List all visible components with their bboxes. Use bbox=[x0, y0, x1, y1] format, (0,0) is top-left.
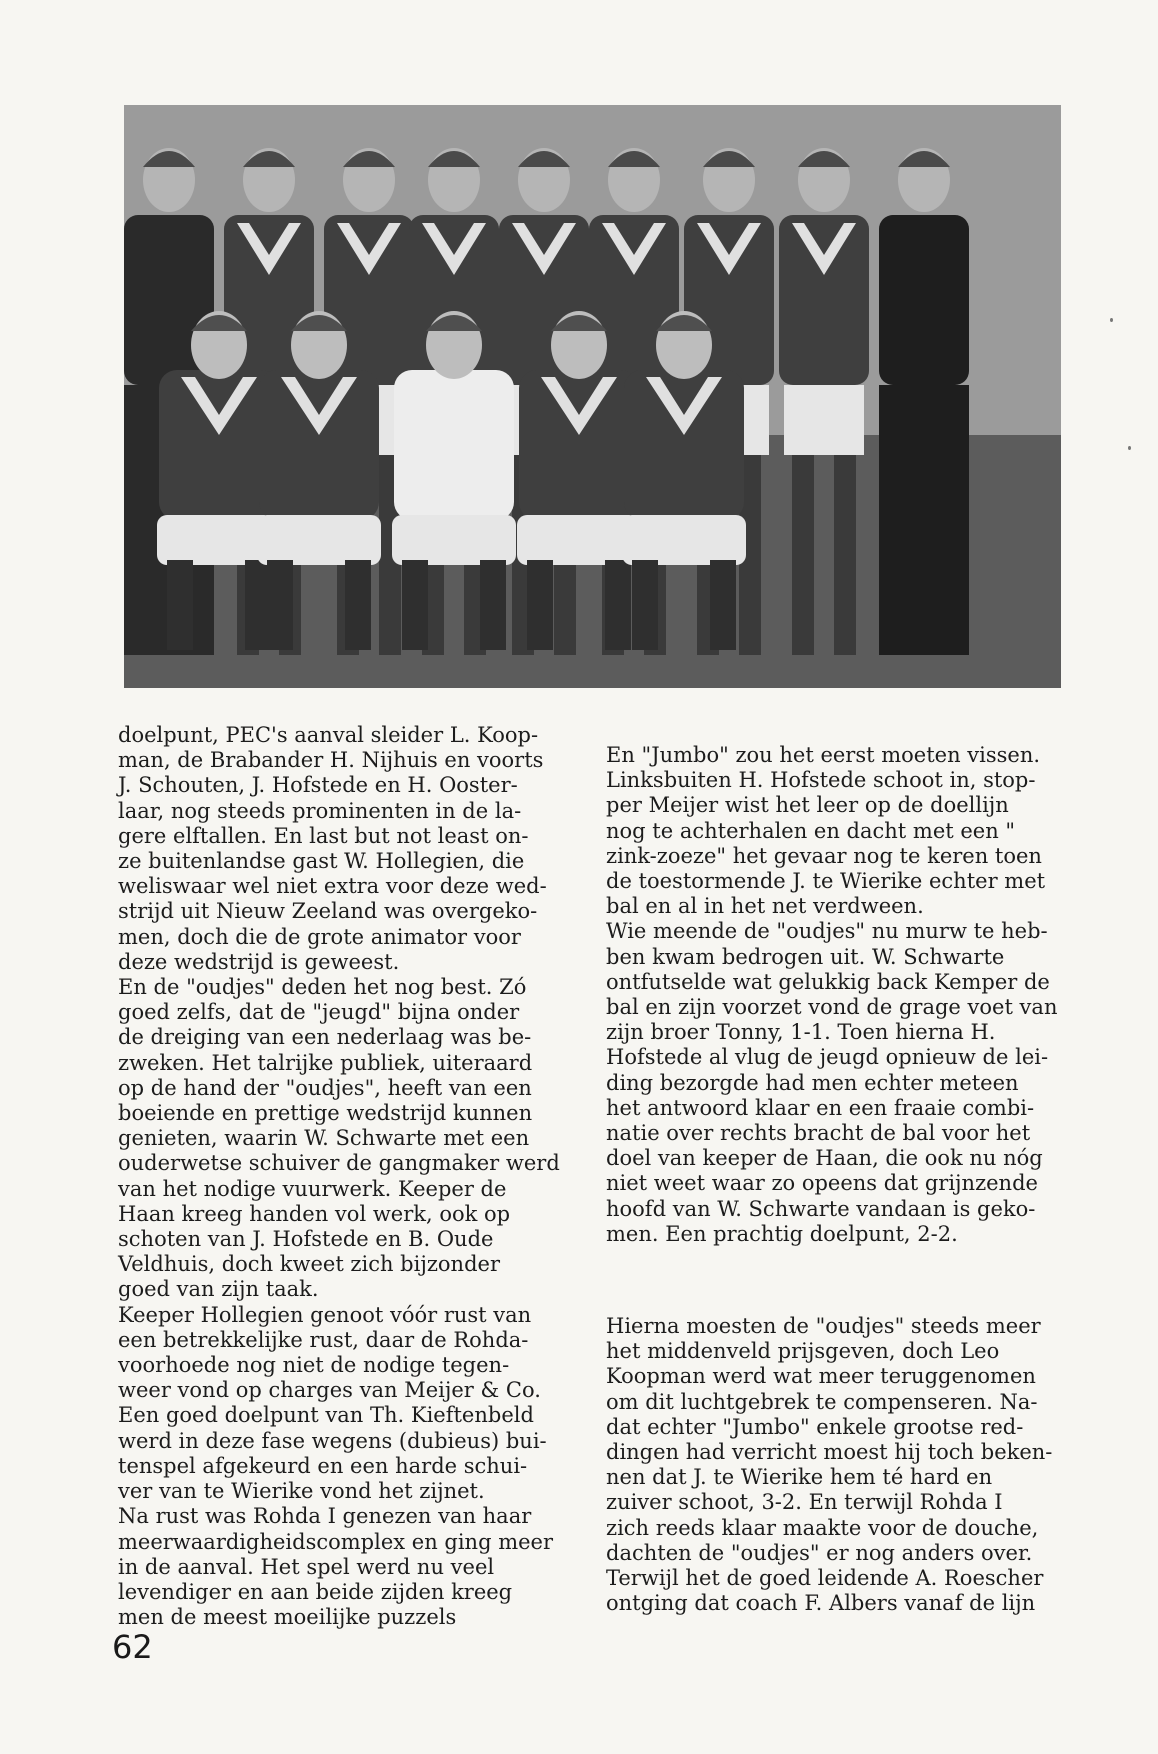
text-line: natie over rechts bracht de bal voor het bbox=[606, 1121, 1031, 1146]
text-line: genieten, waarin W. Schwarte met een bbox=[118, 1126, 530, 1151]
crouching-player-leg bbox=[402, 560, 428, 650]
text-line: het antwoord klaar en een fraaie combi- bbox=[606, 1095, 1035, 1120]
crouching-player-leg bbox=[710, 560, 736, 650]
text-line: ouderwetse schuiver de gangmaker werd bbox=[118, 1151, 560, 1176]
crouching-player-leg bbox=[632, 560, 658, 650]
text-line: voorhoede nog niet de nodige tegen- bbox=[118, 1353, 510, 1378]
crouching-player-leg bbox=[527, 560, 553, 650]
crouching-player-leg bbox=[345, 560, 371, 650]
text-line: Hofstede al vlug de jeugd opnieuw de lei- bbox=[606, 1045, 1049, 1070]
text-line: Haan kreeg handen vol werk, ook op bbox=[118, 1201, 511, 1226]
article-right-column-top bbox=[606, 743, 1104, 1247]
text-line: ver van te Wierike vond het zijnet. bbox=[118, 1479, 485, 1504]
text-line: men. Een prachtig doelpunt, 2-2. bbox=[606, 1221, 958, 1246]
team-photo-illustration bbox=[124, 105, 1061, 688]
crouching-player-torso bbox=[259, 370, 379, 520]
paper-speck bbox=[1110, 318, 1113, 322]
text-line: Veldhuis, doch kweet zich bijzonder bbox=[118, 1252, 500, 1277]
text-line: nen dat J. te Wierike hem té hard en bbox=[606, 1465, 993, 1490]
text-line: bal en al in het net verdween. bbox=[606, 894, 924, 919]
crouching-player-shorts bbox=[257, 515, 381, 565]
text-line: weliswaar wel niet extra voor deze wed- bbox=[118, 874, 547, 899]
text-line: Hierna moesten de "oudjes" steeds meer bbox=[606, 1314, 1041, 1338]
text-line: Keeper Hollegien genoot vóór rust van bbox=[118, 1302, 532, 1327]
text-line: levendiger en aan beide zijden kreeg bbox=[118, 1579, 513, 1604]
text-line: zweken. Het talrijke publiek, uiteraard bbox=[118, 1050, 533, 1075]
text-line: zijn broer Tonny, 1-1. Toen hierna H. bbox=[606, 1020, 996, 1045]
text-line: van het nodige vuurwerk. Keeper de bbox=[118, 1176, 507, 1201]
text-line: niet weet waar zo opeens dat grijnzende bbox=[606, 1171, 1038, 1196]
text-line: laar, nog steeds prominenten in de la- bbox=[118, 798, 522, 823]
text-line: ze buitenlandse gast W. Hollegien, die bbox=[118, 849, 525, 874]
crouching-player-shorts bbox=[392, 515, 516, 565]
player-leg bbox=[792, 455, 814, 655]
article-left-column bbox=[118, 723, 588, 1630]
text-line: in de aanval. Het spel werd nu veel bbox=[118, 1554, 495, 1579]
text-line: J. Schouten, J. Hofstede en H. Ooster- bbox=[118, 773, 518, 798]
text-line: werd in deze fase wegens (dubieus) bui- bbox=[118, 1428, 547, 1453]
text-line: Na rust was Rohda I genezen van haar bbox=[118, 1504, 532, 1529]
coat-lower bbox=[879, 385, 969, 655]
player-shorts bbox=[784, 385, 864, 455]
text-line: man, de Brabander H. Nijhuis en voorts bbox=[118, 748, 544, 773]
crouching-player-torso bbox=[519, 370, 639, 520]
team-photo bbox=[124, 105, 1061, 688]
text-line: ontfutselde wat gelukkig back Kemper de bbox=[606, 969, 1050, 994]
text-line: tenspel afgekeurd en een harde schui- bbox=[118, 1453, 528, 1478]
text-line: hoofd van W. Schwarte vandaan is geko- bbox=[606, 1196, 1036, 1221]
text-line: goed zelfs, dat de "jeugd" bijna onder bbox=[118, 1000, 520, 1025]
text-line: dingen had verricht moest hij toch beken- bbox=[606, 1440, 1053, 1465]
text-line: een betrekkelijke rust, daar de Rohda- bbox=[118, 1327, 529, 1352]
text-line: schoten van J. Hofstede en B. Oude bbox=[118, 1227, 494, 1252]
text-line: nog te achterhalen en dacht met een " bbox=[606, 818, 1016, 843]
text-line: goed van zijn taak. bbox=[118, 1277, 319, 1302]
text-line: per Meijer wist het leer op de doellijn bbox=[606, 793, 1009, 818]
text-line: de dreiging van een nederlaag was be- bbox=[118, 1025, 532, 1050]
crouching-player-torso bbox=[624, 370, 744, 520]
text-line: gere elftallen. En last but not least on- bbox=[118, 823, 529, 848]
text-line: ontging dat coach F. Albers vanaf de lijn bbox=[606, 1591, 1036, 1616]
text-line: weer vond op charges van Meijer & Co. bbox=[118, 1378, 541, 1403]
crouching-player-leg bbox=[167, 560, 193, 650]
text-line: zink-zoeze" het gevaar nog te keren toen bbox=[606, 843, 1042, 868]
text-line: Wie meende de "oudjes" nu murw te heb- bbox=[606, 919, 1048, 944]
crouching-player-leg bbox=[267, 560, 293, 650]
page-number: 62 bbox=[112, 1628, 153, 1666]
text-line: zich reeds klaar maakte voor de douche, bbox=[606, 1515, 1039, 1540]
crouching-player-leg bbox=[480, 560, 506, 650]
text-line: Terwijl het de goed leidende A. Roescher bbox=[606, 1566, 1044, 1591]
text-line: ben kwam bedrogen uit. W. Schwarte bbox=[606, 944, 1005, 969]
player-leg bbox=[834, 455, 856, 655]
players-group bbox=[124, 148, 969, 655]
player-torso bbox=[879, 215, 969, 385]
text-line: doelpunt, PEC's aanval sleider L. Koop- bbox=[118, 723, 539, 747]
text-line: zuiver schoot, 3-2. En terwijl Rohda I bbox=[606, 1490, 1003, 1515]
text-line: ding bezorgde had men echter meteen bbox=[606, 1070, 1019, 1095]
text-line: dat echter "Jumbo" enkele grootse red- bbox=[606, 1414, 1024, 1439]
text-line: doel van keeper de Haan, die ook nu nóg bbox=[606, 1146, 1043, 1171]
text-line: Koopman werd wat meer teruggenomen bbox=[606, 1364, 1036, 1389]
text-line: boeiende en prettige wedstrijd kunnen bbox=[118, 1101, 533, 1126]
text-line: Een goed doelpunt van Th. Kieftenbeld bbox=[118, 1403, 534, 1428]
text-line: dachten de "oudjes" er nog anders over. bbox=[606, 1540, 1033, 1565]
text-line: deze wedstrijd is geweest. bbox=[118, 949, 400, 974]
text-line: meerwaardigheidscomplex en ging meer bbox=[118, 1529, 554, 1554]
crouching-player-torso bbox=[394, 370, 514, 520]
article-right-column-bottom bbox=[606, 1314, 1104, 1616]
player-torso bbox=[779, 215, 869, 385]
text-line: men, doch die de grote animator voor bbox=[118, 924, 521, 949]
text-line: om dit luchtgebrek te compenseren. Na- bbox=[606, 1389, 1038, 1414]
paper-speck bbox=[1128, 446, 1131, 450]
text-line: het middenveld prijsgeven, doch Leo bbox=[606, 1339, 1000, 1364]
text-line: op de hand der "oudjes", heeft van een bbox=[118, 1075, 532, 1100]
text-line: men de meest moeilijke puzzels bbox=[118, 1605, 457, 1630]
text-line: de toestormende J. te Wierike echter met bbox=[606, 869, 1046, 894]
text-line: strijd uit Nieuw Zeeland was overgeko- bbox=[118, 899, 538, 924]
crouching-player-shorts bbox=[622, 515, 746, 565]
text-line: bal en zijn voorzet vond de grage voet van bbox=[606, 995, 1058, 1020]
text-line: Linksbuiten H. Hofstede schoot in, stop- bbox=[606, 768, 1036, 793]
text-line: En de "oudjes" deden het nog best. Zó bbox=[118, 975, 527, 1000]
crouching-player-leg bbox=[605, 560, 631, 650]
text-line: En "Jumbo" zou het eerst moeten vissen. bbox=[606, 743, 1041, 767]
